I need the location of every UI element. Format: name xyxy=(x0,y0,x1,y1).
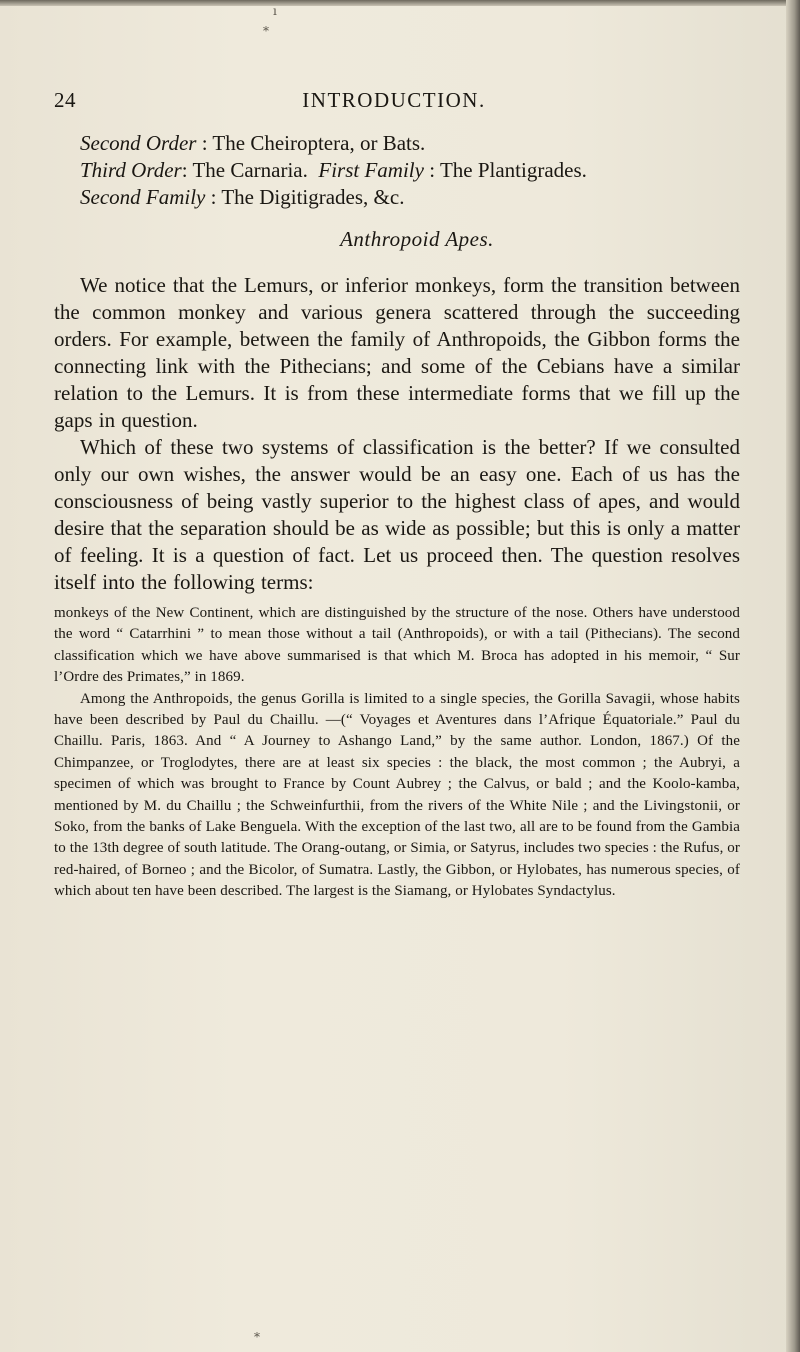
ink-speck: * xyxy=(254,1330,260,1344)
order-text: The Carnaria. xyxy=(192,158,308,182)
family-label: First Family xyxy=(318,158,424,182)
footnote-paragraph: monkeys of the New Continent, which are distinguished by the structure of the nose. Others have understood the word “ Catarrhini ” to mean those without a tail (Anthropoids), or with a tail (Pithecians). The second classification which we have above summarised is that which M. Broca has adopted in his memoir, “ Sur l’Ordre des Primates,” in 1869. xyxy=(54,605,740,686)
page-number: 24 xyxy=(54,88,76,112)
running-title: INTRODUCTION. xyxy=(302,88,486,112)
order-label: Second Family xyxy=(80,185,206,209)
body-paragraph: We notice that the Lemurs, or inferior monkeys, form the transition between the common monkey and various genera scattered through the succeeding orders. For example, between the family of Anthropoids, the Gibbon forms the connecting link with the Pithecians; and some of the Cebians have a similar relation to the Lemurs. It is from these intermediate forms that we fill up the gaps in question. xyxy=(54,273,740,432)
order-line: Second Order : The Cheiroptera, or Bats. xyxy=(80,131,426,155)
body-paragraph: Which of these two systems of classification is the better? If we consulted only our own wishes, the answer would be an easy one. Each of us has the consciousness of being vastly superior to the highest class of apes, and would desire that the separation should be as wide as possible; but this is only a matter of feeling. It is a question of fact. Let us proceed then. The question resolves itself into the following terms: xyxy=(54,435,740,594)
footnote-paragraph: Among the Anthropoids, the genus Gorilla is limited to a single species, the Gorilla Savagii, whose habits have been described by Paul du Chaillu. —(“ Voyages et Aventures dans l’Afrique Équatoriale.” Paul du Chaillu. Paris, 1863. And “ A Journey to Ashango Land,” by the same author. London, 1867.) Of the Chimpanzee, or Troglodytes, there are at least six species : the black, the most common ; the Aubryi, a specimen of which was brought to France by Count Aubrey ; the Calvus, or bald ; and the Koolo-kamba, mentioned by M. du Chaillu ; the Schweinfurthii, from the rivers of the White Nile ; and the Livingstonii, or Soko, from the banks of Lake Benguela. With the exception of the last two, all are to be found from the Gambia to the 13th degree of south latitude. The Orang-outang, or Simia, or Satyrus, includes two species : the Rufus, or red-haired, of Borneo ; and the Bicolor, of Sumatra. Lastly, the Gibbon, or Hylobates, has numerous species, of which about ten have been described. The largest is the Siamang, or Hylobates Syndactylus. xyxy=(54,690,740,900)
footnote-block xyxy=(54,603,740,903)
order-text: The Cheiroptera, or Bats. xyxy=(212,131,426,155)
page-header xyxy=(54,88,740,118)
order-label: Second Order xyxy=(80,131,197,155)
order-label: Third Order xyxy=(80,158,182,182)
ink-speck: * xyxy=(263,24,269,38)
section-heading: Anthropoid Apes. xyxy=(340,227,494,251)
family-text: The Plantigrades. xyxy=(439,158,587,182)
page-binding-edge xyxy=(786,0,800,1352)
ink-speck: ı xyxy=(273,4,277,18)
order-line: Third Order: The Carnaria. First Family : The Plantigrades. xyxy=(80,158,587,182)
order-line: Second Family : The Digitigrades, &c. xyxy=(80,185,405,209)
order-text: The Digitigrades, &c. xyxy=(221,185,405,209)
page-body xyxy=(54,130,740,903)
page-top-edge xyxy=(0,0,800,6)
